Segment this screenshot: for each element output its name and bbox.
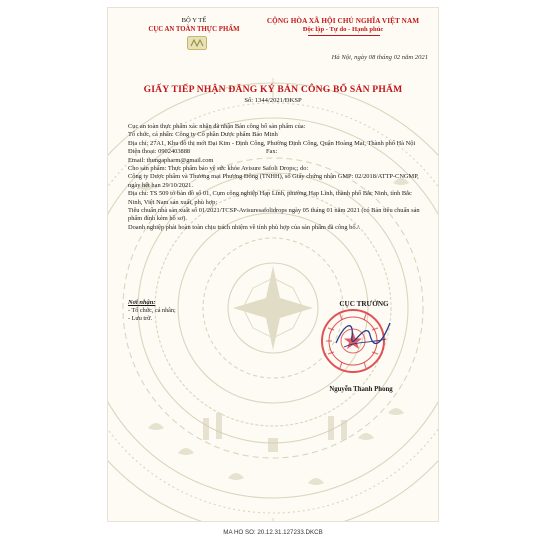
recipients-title: Nơi nhận: [128, 299, 156, 306]
department-logo-icon [187, 36, 207, 50]
certificate-page [108, 8, 438, 521]
organization-line: Tổ chức, cá nhân: Công ty Cổ phần Dược phẩm Bảo Minh [128, 131, 278, 139]
manufacturer-address-line: Địa chỉ: TS 509 tờ bản đồ số 01, Cụm công nghiệp Hạp Lĩnh, phường Hạp Lĩnh, thành phố Bắc Ninh, tỉnh Bắc Ninh, Việt Nam sản xuất, phù hợp: [128, 190, 412, 206]
ministry-name: BỘ Y TẾ [181, 17, 207, 24]
recipients-list [128, 307, 176, 323]
national-motto: Độc lập - Tự do - Hạnh phúc [302, 26, 384, 33]
phone-text: Điện thoại: 0902403888 [128, 148, 191, 156]
dossier-code: MA HO SO: 20.12.31.127233.DKCB [223, 529, 323, 536]
issue-date: Hà Nội, ngày 08 tháng 02 năm 2021 [331, 54, 428, 61]
recipient-item: - Tổ chức, cá nhân; [128, 307, 176, 314]
manufacturer-line: Công ty Dược phẩm và Thương mại Phương Đông (TNHH), số Giấy chứng nhận GMP: 02/2018/ATTP-CNGMP, ngày hết hạn 29/10/2021. [128, 173, 419, 189]
email-line: Email: thungapharm@gmail.com [128, 156, 214, 164]
fax-text: Fax: [266, 148, 278, 156]
commitment-line: Doanh nghiệp phải hoàn toàn chịu trách nhiệm về tính phù hợp của sản phẩm đã công bố./. [128, 223, 361, 231]
contact-line [128, 148, 422, 156]
standard-line: Tiêu chuẩn nhà sản xuất số 01/2021/TCSP-Avisuresafolidrops ngày 05 tháng 01 năm 2021 (có Bản tiêu chuẩn sản phẩm đính kèm hồ sơ). [128, 207, 420, 223]
document-number: Số: 1344/2021/ĐKSP [244, 97, 302, 104]
country-name: CỘNG HÒA XÃ HỘI CHỦ NGHĨA VIỆT NAM [266, 17, 420, 25]
product-line: Cho sản phẩm: Thực phẩm bảo vệ sức khỏe Avisure Safoli Drops;; do: [128, 165, 309, 173]
certificate-content [108, 8, 438, 521]
document-title: GIẤY TIẾP NHẬN ĐĂNG KÝ BẢN CÔNG BỐ SẢN PHẨM [143, 84, 403, 95]
motto-underline [308, 35, 380, 36]
signer-position: CỤC TRƯỞNG [339, 300, 389, 308]
certificate-body [128, 123, 422, 232]
handwritten-signature-icon [332, 313, 394, 353]
address-line: Địa chỉ: 27A1, Khu đô thị mới Đại Kim - Định Công, Phường Định Công, Quận Hoàng Mai, Thành phố Hà Nội [128, 139, 416, 147]
department-name: CỤC AN TOÀN THỰC PHẨM [148, 26, 240, 33]
intro-text: Cục an toàn thực phẩm xác nhận đã nhận Bản công bố sản phẩm của: [128, 123, 306, 130]
recipient-item: - Lưu trữ. [128, 314, 153, 322]
signer-name: Nguyễn Thanh Phong [329, 386, 393, 393]
